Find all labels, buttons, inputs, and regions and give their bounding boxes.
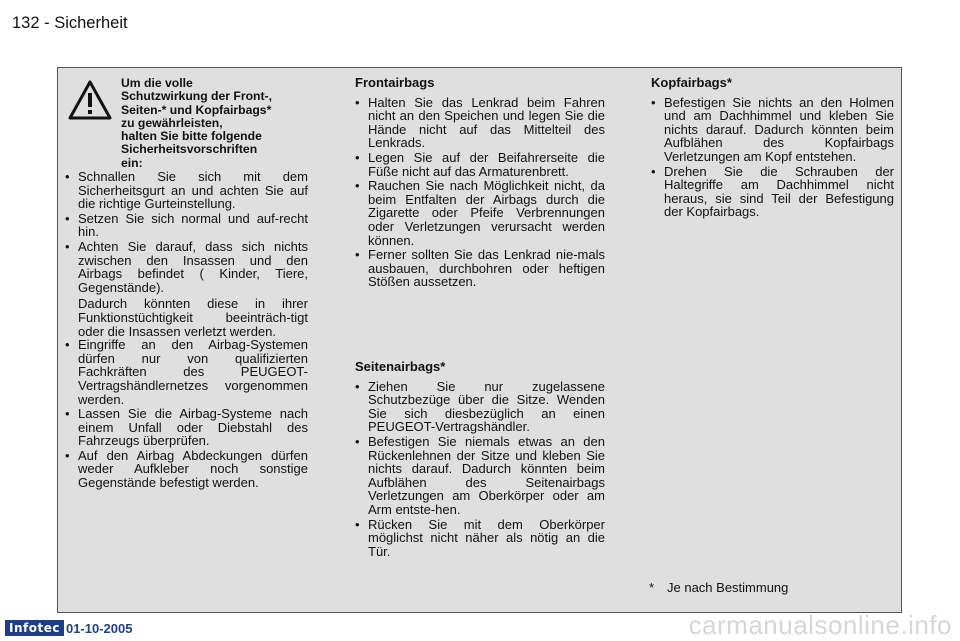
list-item: • Auf den Airbag Abdeckungen dürfen weder Aufkleber noch sonstige Gegenstände befestigt werden. xyxy=(65,449,308,490)
section-title: Kopfairbags* xyxy=(651,75,732,90)
seitenairbags-list xyxy=(355,380,605,559)
list-item: • Legen Sie auf der Beifahrerseite die Füße nicht auf das Armaturenbrett. xyxy=(355,151,605,178)
infotec-logo: Infotec xyxy=(5,620,64,636)
section-title: Frontairbags xyxy=(355,75,435,90)
frontairbags-section xyxy=(355,76,605,290)
general-safety-column xyxy=(65,170,308,491)
list-item: • Schnallen Sie sich mit dem Sicherheitsgurt an und achten Sie auf die richtige Gurteinstellung. xyxy=(65,170,308,211)
footer-date: 01-10-2005 xyxy=(65,620,133,636)
list-item: • Befestigen Sie nichts an den Holmen und am Dachhimmel und kleben Sie nichts darauf. Dadurch könnten beim Aufblähen des Kopfairbags Verletzungen am Kopf entstehen. xyxy=(651,96,894,164)
warning-line: zu gewährleisten, xyxy=(121,115,223,130)
warning-line: Schutzwirkung der Front-, xyxy=(121,89,272,104)
footnote xyxy=(649,580,788,595)
list-item: • Rücken Sie mit dem Oberkörper möglichst nicht näher als nötig an die Tür. xyxy=(355,518,605,559)
warning-line: ein: xyxy=(121,155,143,170)
warning-line: Sicherheitsvorschriften xyxy=(121,142,258,157)
warning-line: Seiten-* und Kopfairbags* xyxy=(121,102,272,117)
list-item: • Achten Sie darauf, dass sich nichts zwischen den Insassen und den Airbags befindet ( Kinder, Tiere, Gegenstände). xyxy=(65,240,308,294)
warning-line: Um die volle xyxy=(121,76,193,90)
list-item: • Ferner sollten Sie das Lenkrad nie-mals ausbauen, durchbohren oder heftigen Stößen aussetzen. xyxy=(355,248,605,289)
warning-triangle-icon xyxy=(68,80,112,120)
list-item: • Setzen Sie sich normal und auf-recht hin. xyxy=(65,212,308,239)
watermark: carmanualsonline.info xyxy=(688,610,952,640)
warning-line: halten Sie bitte folgende xyxy=(121,129,262,144)
frontairbags-list xyxy=(355,96,605,289)
list-item: • Halten Sie das Lenkrad beim Fahren nicht an den Speichen und legen Sie die Hände nicht auf das Mittelteil des Lenkrads. xyxy=(355,96,605,150)
list-item: • Rauchen Sie nach Möglichkeit nicht, da beim Entfalten der Airbags durch die Zigarette oder Pfeife Verbrennungen oder Verletzungen verursacht werden können. xyxy=(355,179,605,247)
list-item: • Drehen Sie die Schrauben der Haltegriffe am Dachhimmel nicht heraus, sie sind Teil der Befestigung der Kopfairbags. xyxy=(651,165,894,219)
general-safety-list-2 xyxy=(65,338,308,490)
section-title: Seitenairbags* xyxy=(355,359,446,374)
kopfairbags-section xyxy=(651,76,894,220)
seitenairbags-section xyxy=(355,360,605,559)
warning-text xyxy=(121,77,311,170)
footnote-text: Je nach Bestimmung xyxy=(667,580,789,595)
footer xyxy=(5,620,132,636)
list-item: • Ziehen Sie nur zugelassene Schutzbezüge über die Sitze. Wenden Sie sich diesbezüglich an einen PEUGEOT-Vertragshändler. xyxy=(355,380,605,434)
list-item-continuation: Dadurch könnten diese in ihrer Funktionstüchtigkeit beeinträch-tigt oder die Insassen verletzt werden. xyxy=(78,296,308,339)
general-safety-list xyxy=(65,170,308,294)
list-item: • Lassen Sie die Airbag-Systeme nach einem Unfall oder Diebstahl des Fahrzeugs überprüfen. xyxy=(65,407,308,448)
kopfairbags-list xyxy=(651,96,894,219)
footnote-marker: * xyxy=(649,580,655,595)
list-item: • Eingriffe an den Airbag-Systemen dürfen nur von qualifizierten Fachkräften des PEUGEOT-Vertragshändlernetzes vorgenommen werden. xyxy=(65,338,308,406)
page-header: 132 - Sicherheit xyxy=(12,14,128,32)
list-item: • Befestigen Sie niemals etwas an den Rückenlehnen der Sitze und kleben Sie nichts darauf. Dadurch könnten beim Aufblähen des Seitenairbags Verletzungen am Oberkörper oder am Arm entste-hen. xyxy=(355,435,605,517)
